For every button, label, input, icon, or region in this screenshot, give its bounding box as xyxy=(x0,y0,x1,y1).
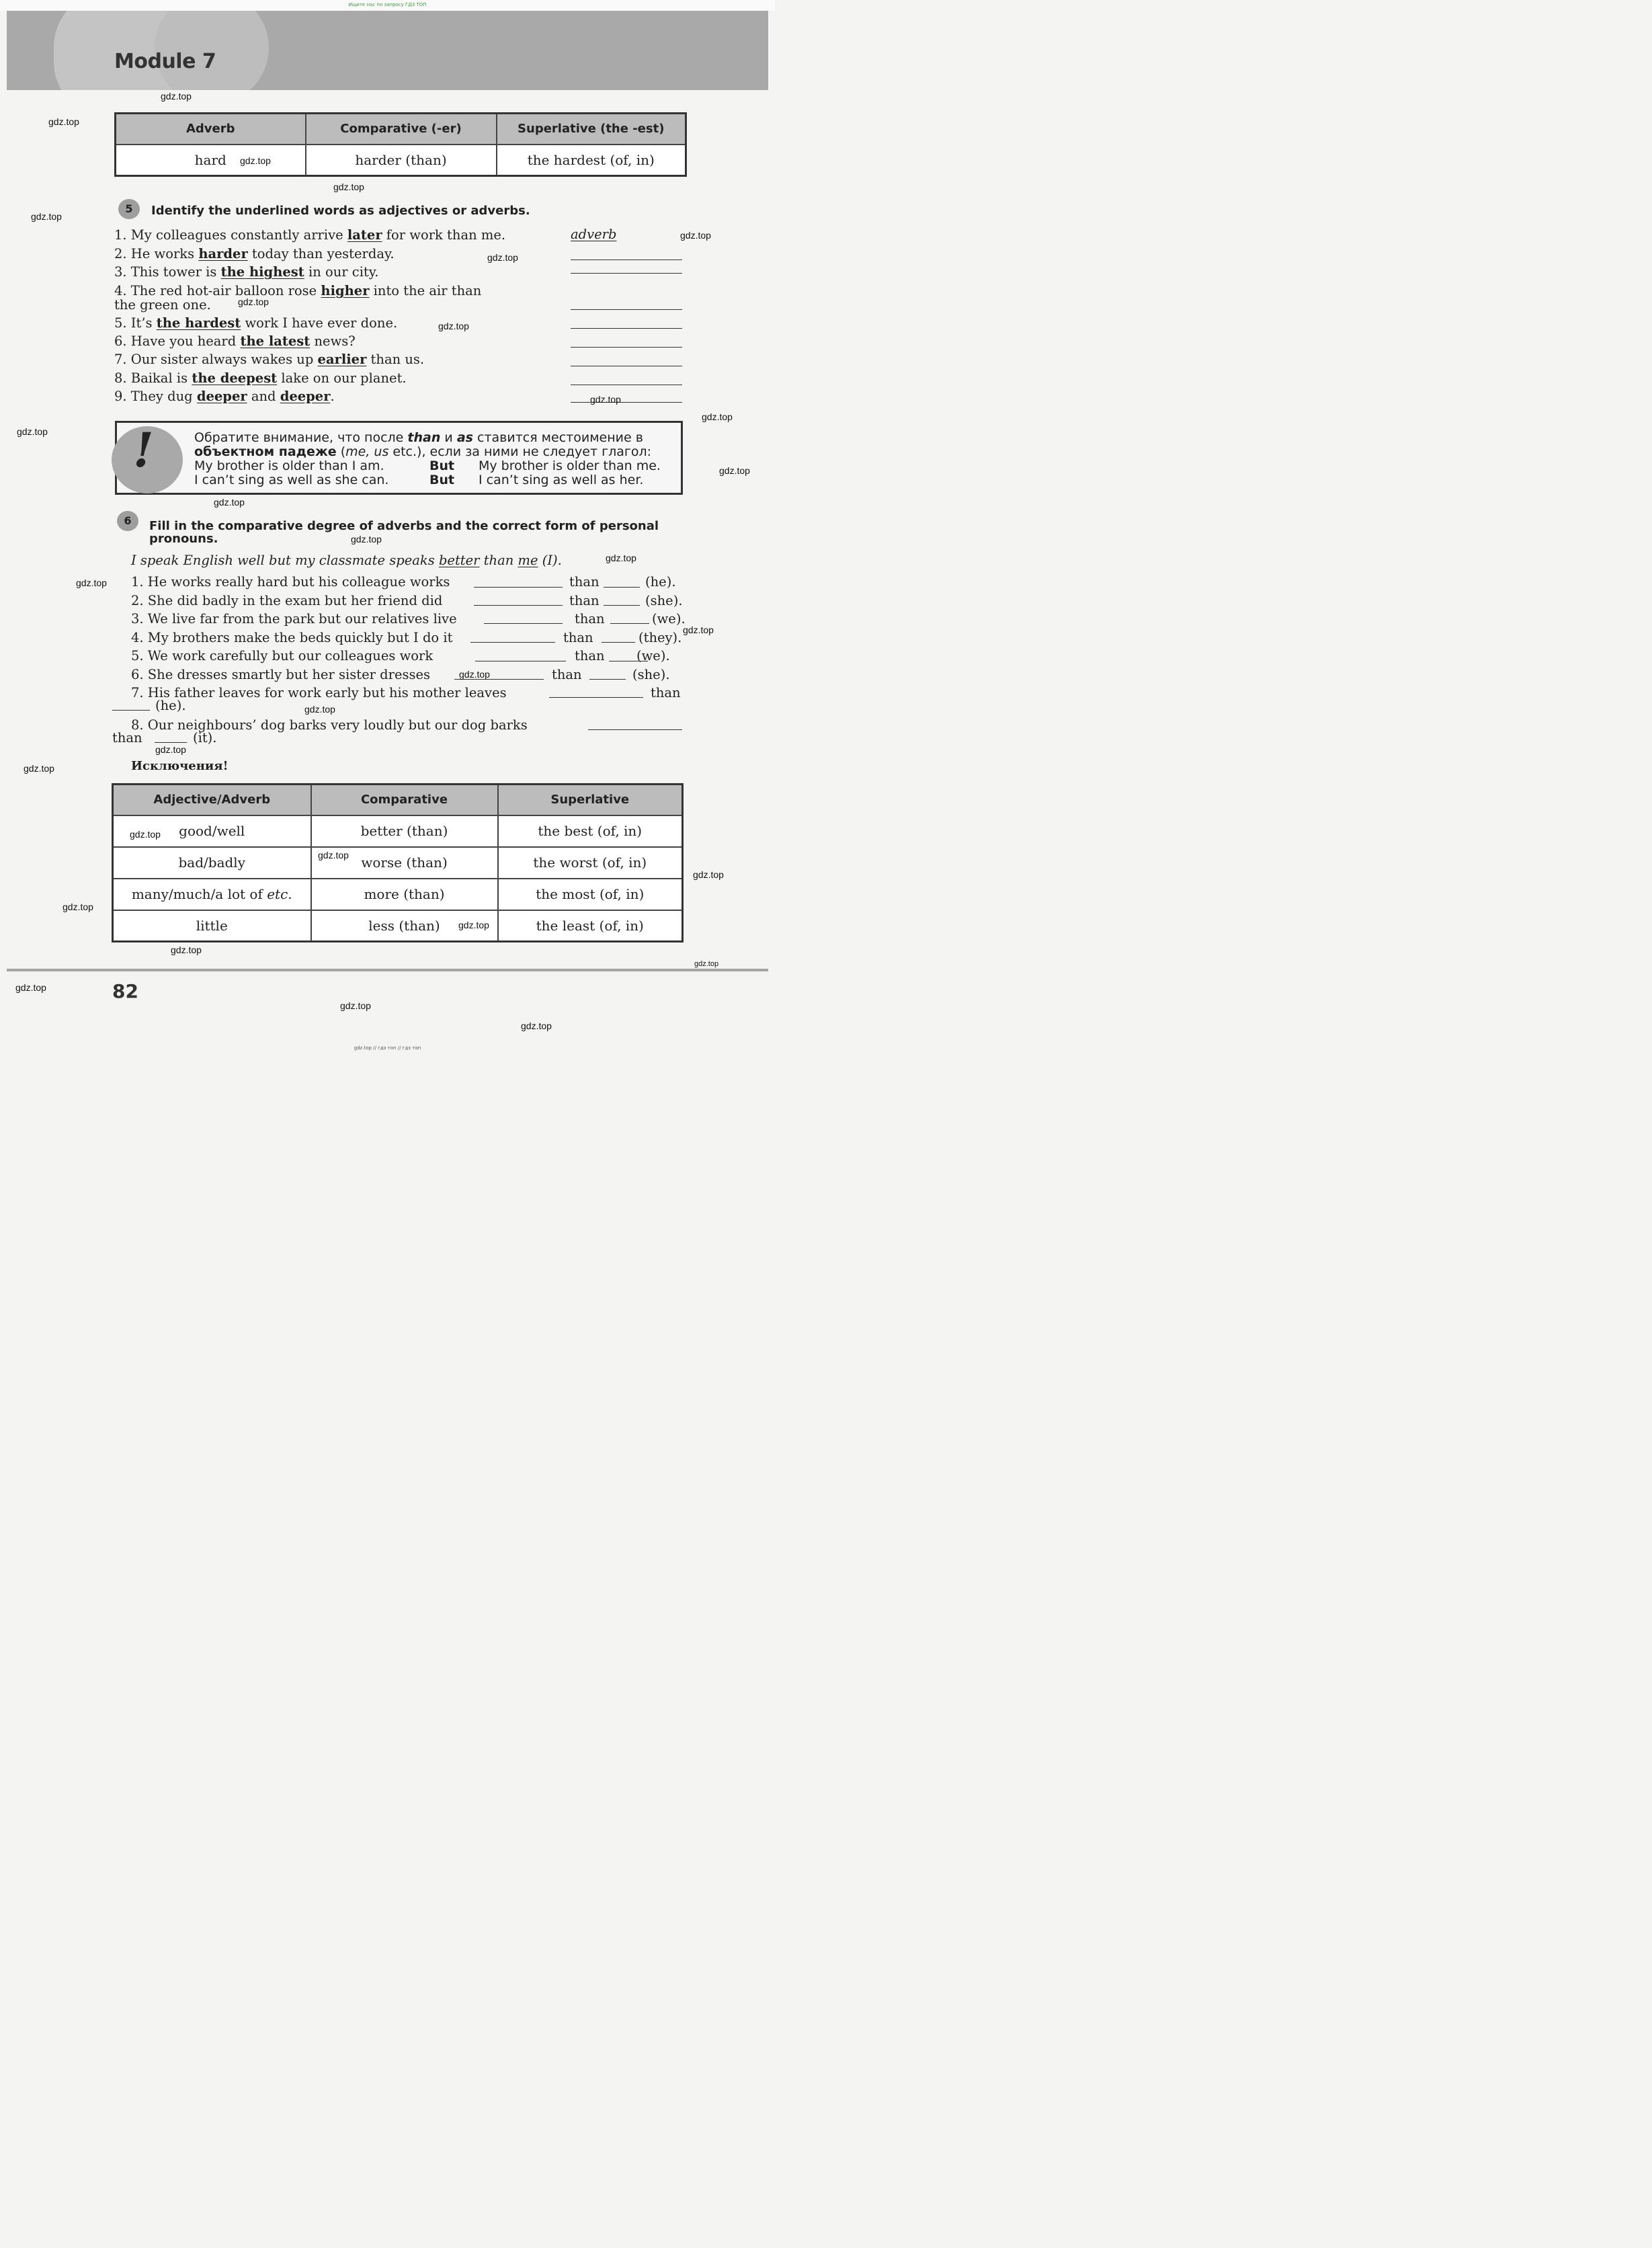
pronoun-blank[interactable] xyxy=(112,710,150,711)
watermark: gdz.top xyxy=(161,91,192,102)
answer-blank[interactable] xyxy=(474,587,563,588)
table-cell: worse (than) xyxy=(311,847,498,879)
item-pronoun: (we). xyxy=(652,611,686,627)
item-than: than xyxy=(651,685,681,700)
answer-blank[interactable] xyxy=(571,259,682,260)
table-header: Superlative xyxy=(498,785,683,815)
exercise-6-number: 6 xyxy=(117,511,138,531)
table-cell: harder (than) xyxy=(306,145,497,176)
table-header: Adjective/Adverb xyxy=(113,785,311,815)
exercise-5-title: Identify the underlined words as adjectives or adverbs. xyxy=(151,204,530,218)
watermark: gdz.top xyxy=(15,982,46,993)
answer-blank[interactable] xyxy=(588,729,682,730)
watermark: gdz.top xyxy=(63,901,93,912)
watermark: gdz.top xyxy=(521,1020,552,1031)
item-than: than xyxy=(563,630,593,645)
note-example-2-but: But xyxy=(429,473,455,487)
item-than: than xyxy=(569,593,600,608)
item-pronoun: (he). xyxy=(155,698,186,713)
answer-blank[interactable] xyxy=(571,328,682,329)
exercise-6-item-2: 2. She did badly in the exam but her friend did xyxy=(131,593,443,608)
page-footer-rule xyxy=(7,969,768,971)
exercise-6-item-7: 7. His father leaves for work early but his mother leaves xyxy=(131,685,507,700)
exercise-6-item-8: 8. Our neighbours’ dog barks very loudly but our dog barks xyxy=(131,717,528,733)
table-header: Comparative xyxy=(311,785,498,815)
exercise-5-line-3: 3. This tower is the highest in our city. xyxy=(114,264,379,280)
exclamation-icon: ! xyxy=(133,422,154,478)
exercise-5-line-1: 1. My colleagues constantly arrive later for work than me. xyxy=(114,227,506,243)
table-header: Adverb xyxy=(116,114,306,145)
item-pronoun: (we). xyxy=(636,648,670,664)
adverb-degrees-table xyxy=(114,112,687,177)
watermark: gdz.top xyxy=(214,497,245,508)
item-than: than xyxy=(569,574,600,590)
item-than: than xyxy=(575,648,605,664)
watermark: gdz.top xyxy=(438,321,469,331)
watermark: gdz.top xyxy=(680,230,711,241)
exceptions-table xyxy=(112,783,684,942)
note-line-2: объектном падеже (me, us etc.), если за ними не следует глагол: xyxy=(194,444,652,459)
note-example-1-left: My brother is older than I am. xyxy=(194,458,384,473)
note-example-2-left: I can’t sing as well as she can. xyxy=(194,473,389,487)
watermark: gdz.top xyxy=(31,211,62,222)
page-number: 82 xyxy=(112,980,138,1002)
answer-blank[interactable] xyxy=(571,273,682,274)
note-example-2-right: I can’t sing as well as her. xyxy=(479,473,644,487)
answer-blank[interactable] xyxy=(484,623,563,624)
item-than: than xyxy=(112,730,142,746)
watermark: gdz.top xyxy=(351,534,382,545)
watermark: gdz.top xyxy=(590,394,621,405)
item-pronoun: (she). xyxy=(645,593,683,608)
table-cell: more (than) xyxy=(311,879,498,910)
table-header: Superlative (the -est) xyxy=(497,114,686,145)
exercise-6-item-6: 6. She dresses smartly but her sister dresses xyxy=(131,667,431,682)
watermark: gdz.top xyxy=(171,945,202,955)
pronoun-blank[interactable] xyxy=(589,679,626,680)
watermark: gdz.top xyxy=(458,920,489,930)
exercise-5-line-7: 7. Our sister always wakes up earlier than us. xyxy=(114,352,425,367)
table-cell: the hardest (of, in) xyxy=(497,145,686,176)
table-cell: many/much/a lot of etc. xyxy=(113,879,311,910)
watermark: gdz.top xyxy=(487,252,518,263)
module-title: Module 7 xyxy=(114,50,216,73)
answer-blank[interactable] xyxy=(474,605,563,606)
table-cell: the least (of, in) xyxy=(498,910,683,942)
answer-blank[interactable] xyxy=(571,402,682,403)
answer-blank[interactable] xyxy=(571,347,682,348)
exercise-5-line-9: 9. They dug deeper and deeper. xyxy=(114,389,335,404)
table-cell: the best (of, in) xyxy=(498,815,683,847)
exercise-5-line-6: 6. Have you heard the latest news? xyxy=(114,333,356,349)
watermark: gdz.top xyxy=(238,296,269,307)
answer-blank[interactable] xyxy=(571,309,682,310)
watermark: gdz.top xyxy=(48,116,79,127)
watermark: gdz.top xyxy=(24,763,54,774)
watermark: gdz.top xyxy=(683,625,714,635)
bottom-watermark-note: gdz.top // гдз топ // гдз топ xyxy=(354,1045,421,1051)
watermark: gdz.top xyxy=(76,577,107,588)
table-cell: the worst (of, in) xyxy=(498,847,683,879)
exercise-6-item-4: 4. My brothers make the beds quickly but I do it xyxy=(131,630,453,645)
item-pronoun: (they). xyxy=(638,630,682,645)
sample-answer: adverb xyxy=(571,227,617,242)
item-pronoun: (it). xyxy=(193,730,217,746)
exercise-5-line-8: 8. Baikal is the deepest lake on our planet. xyxy=(114,370,407,386)
watermark: gdz.top xyxy=(719,465,750,476)
exercise-5-line-2: 2. He works harder today than yesterday. xyxy=(114,246,395,262)
exercise-5-line-5: 5. It’s the hardest work I have ever done. xyxy=(114,315,398,331)
exceptions-label: Исключения! xyxy=(131,759,229,773)
exercise-5-line-4: 4. The red hot-air balloon rose higher into the air than xyxy=(114,283,482,298)
table-cell: better (than) xyxy=(311,815,498,847)
answer-blank[interactable] xyxy=(470,642,555,643)
note-example-1-but: But xyxy=(429,458,455,473)
exercise-6-example: I speak English well but my classmate speaks better than me (I). xyxy=(131,553,562,568)
watermark: gdz.top xyxy=(240,155,271,166)
watermark: gdz.top xyxy=(459,669,490,680)
top-search-note: Ищите нас по запросу ГДЗ ТОП xyxy=(348,2,427,7)
pronoun-blank[interactable] xyxy=(155,742,187,743)
table-cell: little xyxy=(113,910,311,942)
watermark: gdz.top xyxy=(693,869,724,880)
note-example-1-right: My brother is older than me. xyxy=(479,458,661,473)
watermark: gdz.top xyxy=(155,744,186,755)
table-cell: good/well xyxy=(113,815,311,847)
table-cell: the most (of, in) xyxy=(498,879,683,910)
watermark: gdz.top xyxy=(702,411,733,422)
item-pronoun: (he). xyxy=(645,574,676,590)
note-line-1: Обратите внимание, что после than и as ставится местоимение в xyxy=(194,430,643,445)
watermark: gdz.top xyxy=(130,829,161,840)
watermark: gdz.top xyxy=(606,553,636,563)
watermark: gdz.top xyxy=(340,1000,371,1011)
answer-blank[interactable] xyxy=(549,697,643,698)
exercise-5-line-4-cont: the green one. xyxy=(114,297,211,313)
watermark: gdz.top xyxy=(694,960,719,968)
table-cell: hard xyxy=(116,145,306,176)
pronoun-blank[interactable] xyxy=(602,642,635,643)
watermark: gdz.top xyxy=(17,426,48,437)
exercise-6-title-line-1: Fill in the comparative degree of adverbs and the correct form of personal xyxy=(149,519,659,533)
exercise-6-item-3: 3. We live far from the park but our relatives live xyxy=(131,611,457,627)
table-cell: less (than) xyxy=(311,910,498,942)
exercise-6-item-5: 5. We work carefully but our colleagues work xyxy=(131,648,433,664)
item-pronoun: (she). xyxy=(632,667,670,682)
exercise-5-number: 5 xyxy=(118,199,140,219)
table-header: Comparative (-er) xyxy=(306,114,497,145)
pronoun-blank[interactable] xyxy=(610,623,649,624)
exercise-6-item-1: 1. He works really hard but his colleague works xyxy=(131,574,450,590)
exercise-6-title-line-2: pronouns. xyxy=(149,532,218,546)
watermark: gdz.top xyxy=(304,704,335,715)
pronoun-blank[interactable] xyxy=(604,587,640,588)
item-than: than xyxy=(575,611,605,627)
watermark: gdz.top xyxy=(333,182,364,192)
pronoun-blank[interactable] xyxy=(604,605,640,606)
watermark: gdz.top xyxy=(318,850,349,860)
item-than: than xyxy=(552,667,582,682)
table-cell: bad/badly xyxy=(113,847,311,879)
